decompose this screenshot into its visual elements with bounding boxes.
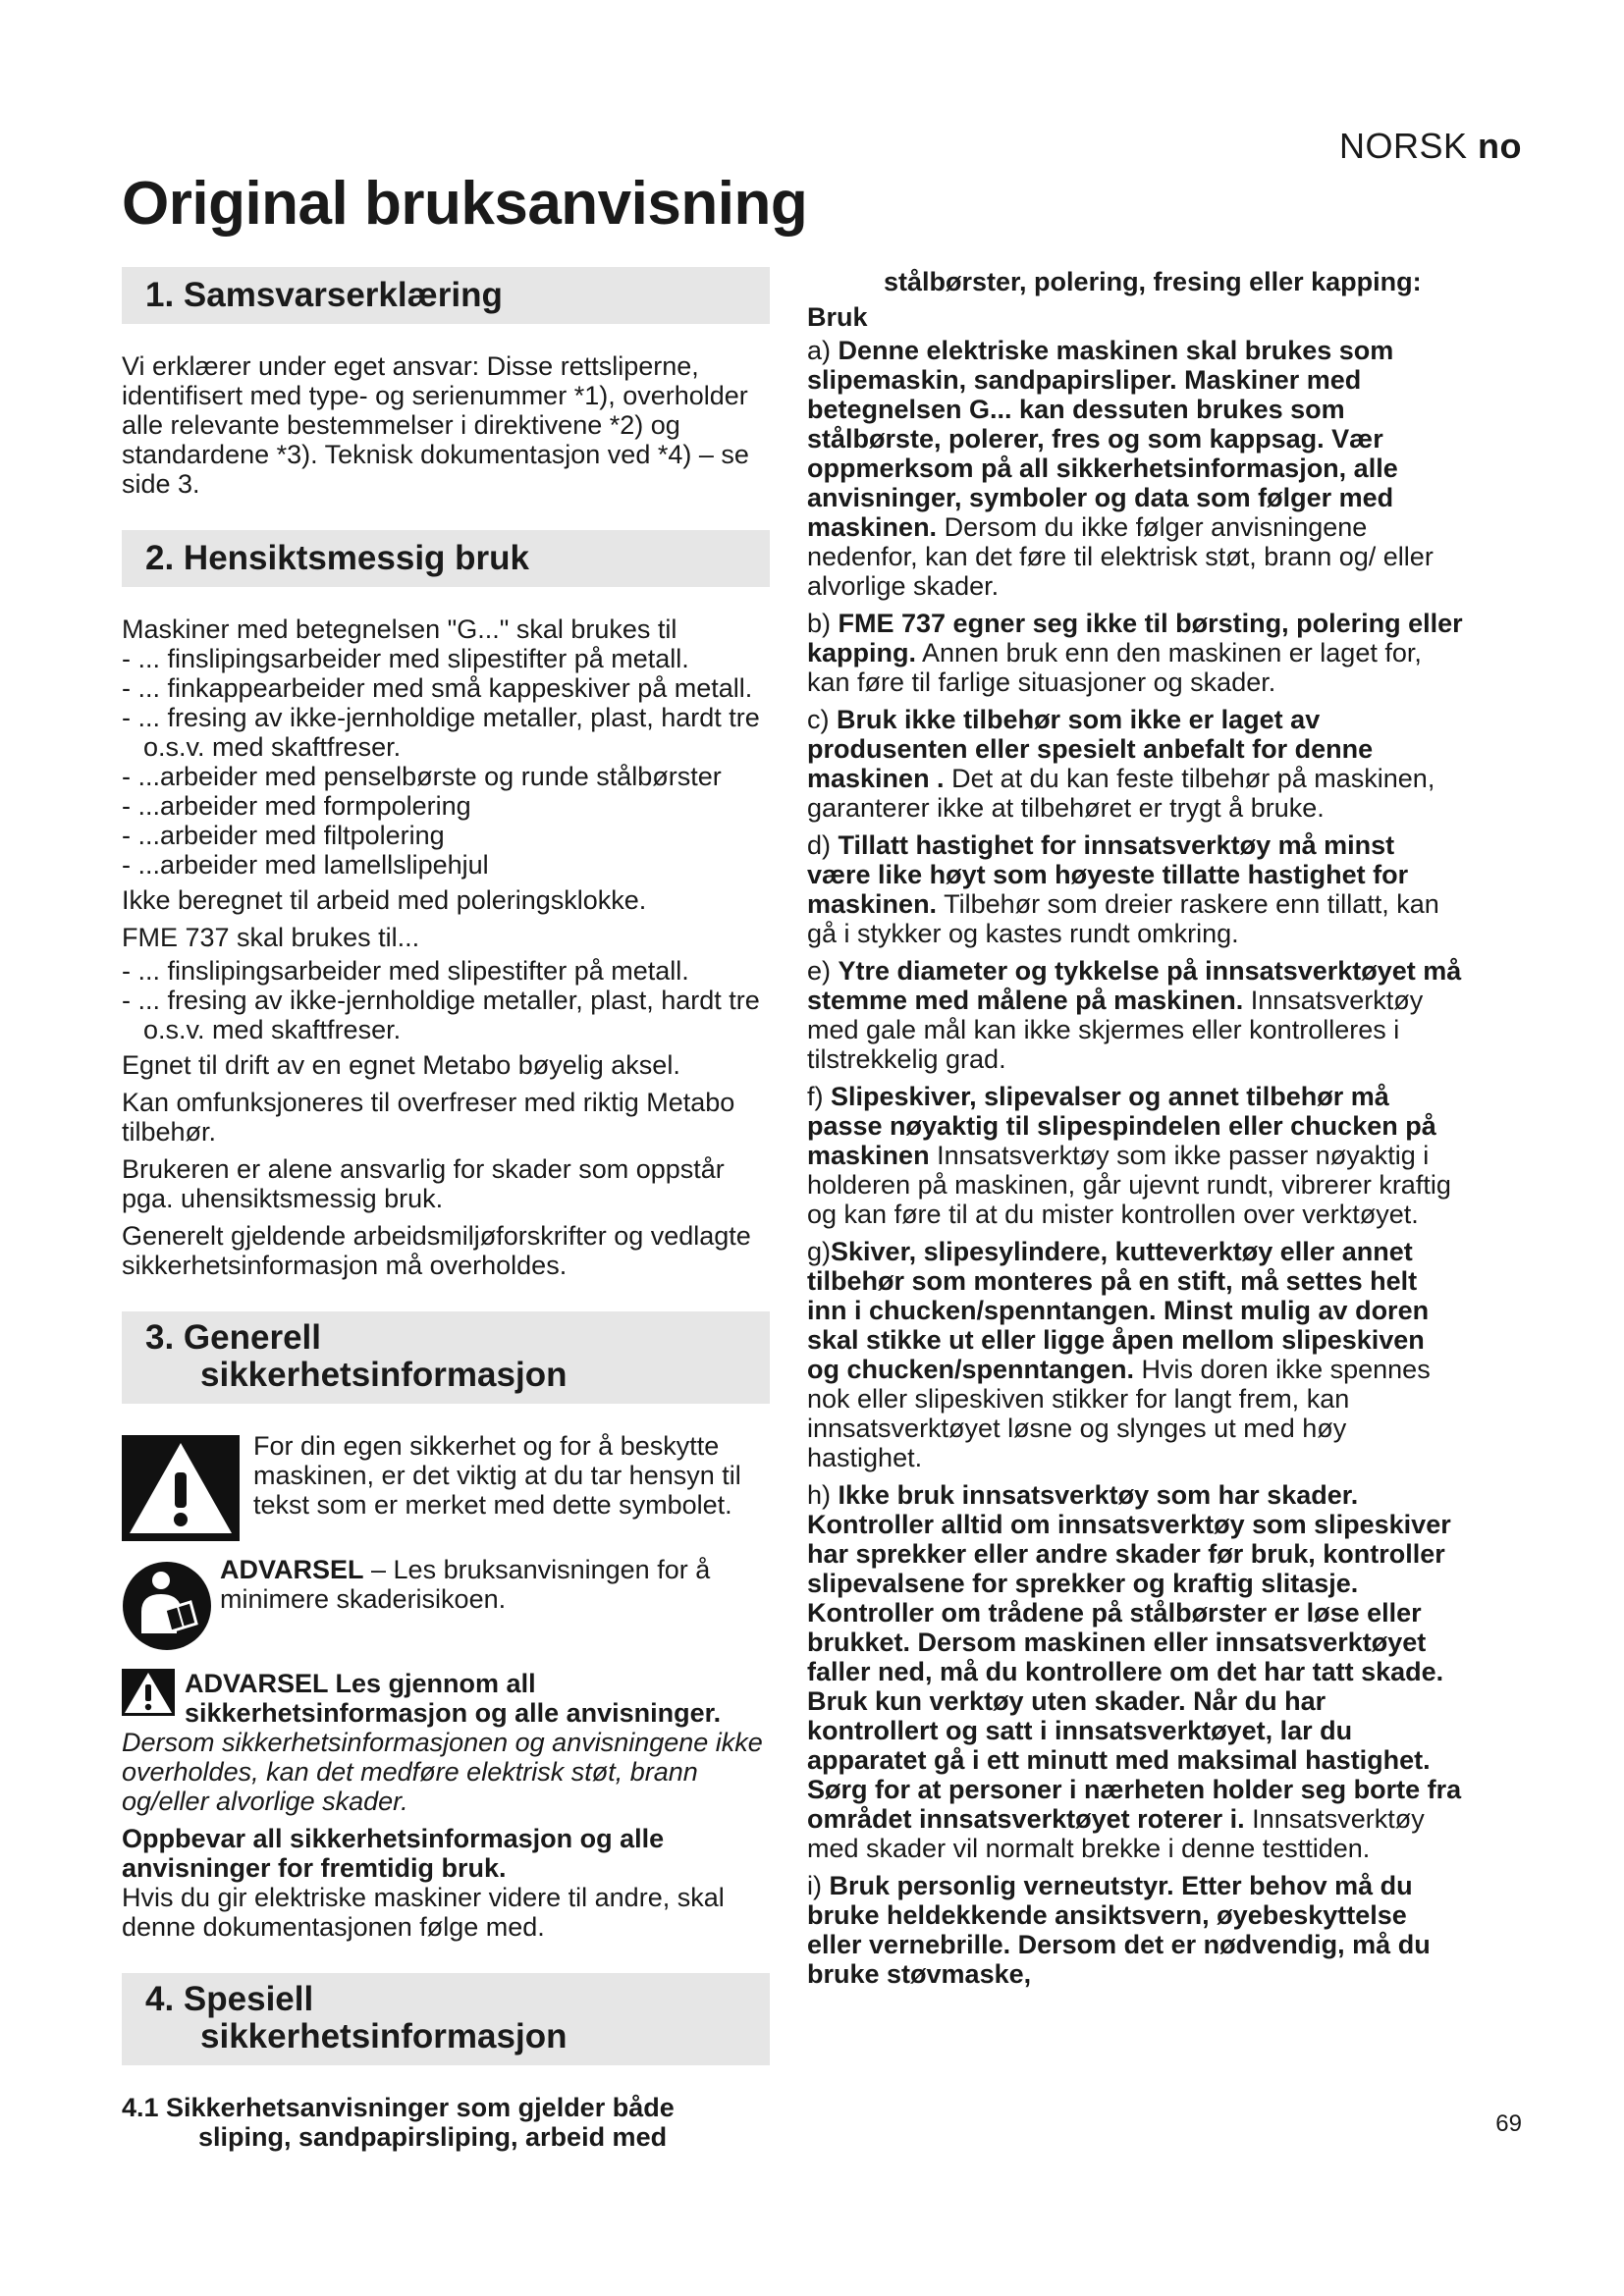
bruk-label: Bruk	[807, 302, 868, 332]
item-text: Innsatsverktøy som ikke passer nøyaktig i holderen på maskinen, går ujevnt rundt, vibrerer kraftig og kan føre til at du mister kontrollen over verktøyet.	[807, 1141, 1451, 1229]
item-bold: Ikke bruk innsatsverktøy som har skader. Kontroller alltid om innsatsverktøy som slipeskiver har sprekker eller andre skader før bruk, kontroller slipevalsene for sprekker og kraftig slitasje. Kontroller om trådene på stålbørster er løse eller brukket. Dersom maskinen eller innsatsverktøyet faller ned, må du kontrollere om det har tatt skade. Bruk kun verktøy uten skader. Når du har kontrollert og satt i innsatsverktøyet, lar du apparatet gå i ett minutt med maksimal hastighet. Sørg for at personer i nærheten holder seg borte fra området innsatsverktøyet roterer i.	[807, 1480, 1462, 1834]
safety-symbol-block	[122, 1431, 770, 1541]
list-item: - ... finkappearbeider med små kappeskiver på metall.	[122, 673, 753, 703]
keep-instructions-bold: Oppbevar all sikkerhetsinformasjon og alle anvisninger for fremtidig bruk.	[122, 1824, 665, 1883]
item-prefix: a)	[807, 336, 839, 365]
section-1-text: Vi erklærer under eget ansvar: Disse rettsliperne, identifisert med type- og serienummer *1), overholder alle relevante bestemmelser i direktivene *2) og standardene *3). Teknisk dokumentasjon ved *4) – se side 3.	[122, 351, 749, 499]
right-column	[807, 267, 1463, 1997]
item-prefix: f)	[807, 1082, 831, 1111]
section-1-heading: 1. Samsvarserklæring	[122, 267, 770, 324]
list-item: - ...arbeider med penselbørste og runde stålbørster	[122, 762, 722, 791]
item-bold: Ytre diameter og tykkelse på innsatsverktøyet må stemme med målene på maskinen.	[807, 956, 1462, 1015]
safety-item-c	[807, 705, 1463, 823]
section-4-heading-line2: sikkerhetsinformasjon	[200, 2017, 568, 2056]
section-3-heading	[122, 1311, 770, 1404]
safety-item-a	[807, 336, 1463, 601]
list-item: - ... finslipingsarbeider med slipestifter på metall.	[122, 956, 689, 986]
section-2-heading: 2. Hensiktsmessig bruk	[122, 530, 770, 587]
item-bold: Slipeskiver, slipevalser og annet tilbehør må passe nøyaktig til slipespindelen eller chucken på maskinen	[807, 1082, 1436, 1170]
item-bold: Denne elektriske maskinen skal brukes som slipemaskin, sandpapirsliper. Maskiner med betegnelsen G... kan dessuten brukes som stålbørste, polerer, fres og som kappsag. Vær oppmerksom på all sikkerhetsinformasjon, alle anvisninger, symboler og data som følger med maskinen.	[807, 336, 1398, 542]
item-text: Dersom du ikke følger anvisningene nedenfor, kan det føre til elektrisk støt, brann og/ eller alvorlige skader.	[807, 512, 1434, 601]
safety-item-i	[807, 1871, 1463, 1989]
warning-triangle-small-icon	[122, 1669, 175, 1716]
list-item: - ...arbeider med lamellslipehjul	[122, 850, 489, 880]
section-2-paragraph: Egnet til drift av en egnet Metabo bøyelig aksel.	[122, 1050, 680, 1080]
list-item: - ...arbeider med formpolering	[122, 791, 471, 821]
item-prefix: b)	[807, 609, 839, 638]
fme-usage-list	[122, 956, 770, 1044]
safety-item-g	[807, 1237, 1463, 1472]
g-usage-list	[122, 644, 770, 880]
safety-symbol-text: For din egen sikkerhet og for å beskytte maskinen, er det viktig at du tar hensyn til tekst som er merket med dette symbolet.	[253, 1431, 741, 1520]
item-text: Innsatsverktøy med skader vil normalt brekke i denne testtiden.	[807, 1804, 1425, 1863]
item-bold: Bruk personlig verneutstyr. Etter behov må du bruke heldekkende ansiktsvern, øyebeskyttelse eller vernebrille. Dersom det er nødvendig, må du bruke støvmaske,	[807, 1871, 1431, 1989]
subsection-4-1-line2: sliping, sandpapirsliping, arbeid med	[198, 2122, 668, 2152]
safety-item-h	[807, 1480, 1463, 1863]
page-number: 69	[1495, 2110, 1522, 2137]
item-prefix: e)	[807, 956, 839, 986]
subsection-4-1-heading	[122, 2093, 770, 2152]
page-title: Original bruksanvisning	[122, 170, 808, 238]
read-manual-block	[122, 1555, 770, 1651]
item-bold: Skiver, slipesylindere, kutteverktøy eller annet tilbehør som monteres på en stift, må settes helt inn i chucken/spenntangen. Minst mulig av doren skal stikke ut eller ligge åpen mellom slipeskiven og chucken/spenntangen.	[807, 1237, 1430, 1384]
section-2-paragraph: Brukeren er alene ansvarlig for skader som oppstår pga. uhensiktsmessig bruk.	[122, 1154, 725, 1213]
language-code: no	[1478, 126, 1522, 166]
item-prefix: h)	[807, 1480, 839, 1510]
section-2-paragraph: Kan omfunksjoneres til overfreser med riktig Metabo tilbehør.	[122, 1088, 735, 1147]
section-4-heading-line1: 4. Spesiell	[145, 1980, 314, 2018]
item-prefix: c)	[807, 705, 837, 734]
item-prefix: i)	[807, 1871, 830, 1900]
section-2-paragraph: Generelt gjeldende arbeidsmiljøforskrifter og vedlagte sikkerhetsinformasjon må overholdes.	[122, 1221, 751, 1280]
item-text: Tilbehør som dreier raskere enn tillatt, kan gå i stykker og kastes rundt omkring.	[807, 889, 1439, 948]
item-prefix: g)	[807, 1237, 832, 1266]
keep-instructions-text: Hvis du gir elektriske maskiner videre til andre, skal denne dokumentasjonen følge med.	[122, 1883, 725, 1942]
item-bold: Tillatt hastighet for innsatsverktøy må minst være like høyt som høyeste tillatte hastighet for maskinen.	[807, 830, 1409, 919]
language-name: NORSK	[1338, 126, 1468, 166]
warning-bold-text: ADVARSEL Les gjennom all sikkerhetsinformasjon og alle anvisninger.	[185, 1669, 722, 1728]
fme-intro: FME 737 skal brukes til...	[122, 923, 420, 952]
item-text: Annen bruk enn den maskinen er laget for, kan føre til farlige situasjoner og skader.	[807, 638, 1422, 697]
list-item: - ... finslipingsarbeider med slipestifter på metall.	[122, 644, 689, 673]
list-item: - ... fresing av ikke-jernholdige metaller, plast, hardt tre o.s.v. med skaftfreser.	[122, 703, 760, 762]
list-item: - ... fresing av ikke-jernholdige metaller, plast, hardt tre o.s.v. med skaftfreser.	[122, 986, 760, 1044]
item-text: Hvis doren ikke spennes nok eller slipeskiven stikker for langt frem, kan innsatsverktøyet løsne og slynges ut med høy hastighet.	[807, 1355, 1431, 1472]
section-2-intro: Maskiner med betegnelsen "G..." skal brukes til	[122, 614, 677, 644]
section-3-heading-line1: 3. Generell	[145, 1318, 321, 1357]
item-prefix: d)	[807, 830, 839, 860]
safety-item-b	[807, 609, 1463, 697]
safety-item-f	[807, 1082, 1463, 1229]
safety-item-e	[807, 956, 1463, 1074]
left-column	[122, 267, 770, 2152]
warning-italic-text: Dersom sikkerhetsinformasjonen og anvisningene ikke overholdes, kan det medføre elektrisk støt, brann og/eller alvorlige skader.	[122, 1728, 763, 1816]
subsection-continuation-heading: stålbørster, polering, fresing eller kapping:	[884, 267, 1422, 296]
warning-triangle-icon	[122, 1435, 240, 1541]
advarsel-label: ADVARSEL	[220, 1555, 364, 1584]
language-tag	[1339, 126, 1522, 167]
warning-paragraph	[122, 1669, 770, 1816]
section-4-heading	[122, 1973, 770, 2065]
not-intended-text: Ikke beregnet til arbeid med poleringsklokke.	[122, 885, 647, 915]
list-item: - ...arbeider med filtpolering	[122, 821, 445, 850]
item-text: Det at du kan feste tilbehør på maskinen, garanterer ikke at tilbehøret er trygt å bruke.	[807, 764, 1435, 823]
advarsel-text: – Les bruksanvisningen for å minimere skaderisikoen.	[220, 1555, 711, 1614]
item-bold: FME 737 egner seg ikke til børsting, polering eller kapping.	[807, 609, 1463, 667]
subsection-4-1-line1: 4.1 Sikkerhetsanvisninger som gjelder både	[122, 2093, 675, 2122]
safety-item-d	[807, 830, 1463, 948]
section-3-heading-line2: sikkerhetsinformasjon	[200, 1356, 568, 1394]
item-text: Innsatsverktøy med gale mål kan ikke skjermes eller kontrolleres i tilstrekkelig grad.	[807, 986, 1424, 1074]
read-manual-icon	[122, 1561, 212, 1651]
item-bold: Bruk ikke tilbehør som ikke er laget av produsenten eller spesielt anbefalt for denne maskinen .	[807, 705, 1374, 793]
